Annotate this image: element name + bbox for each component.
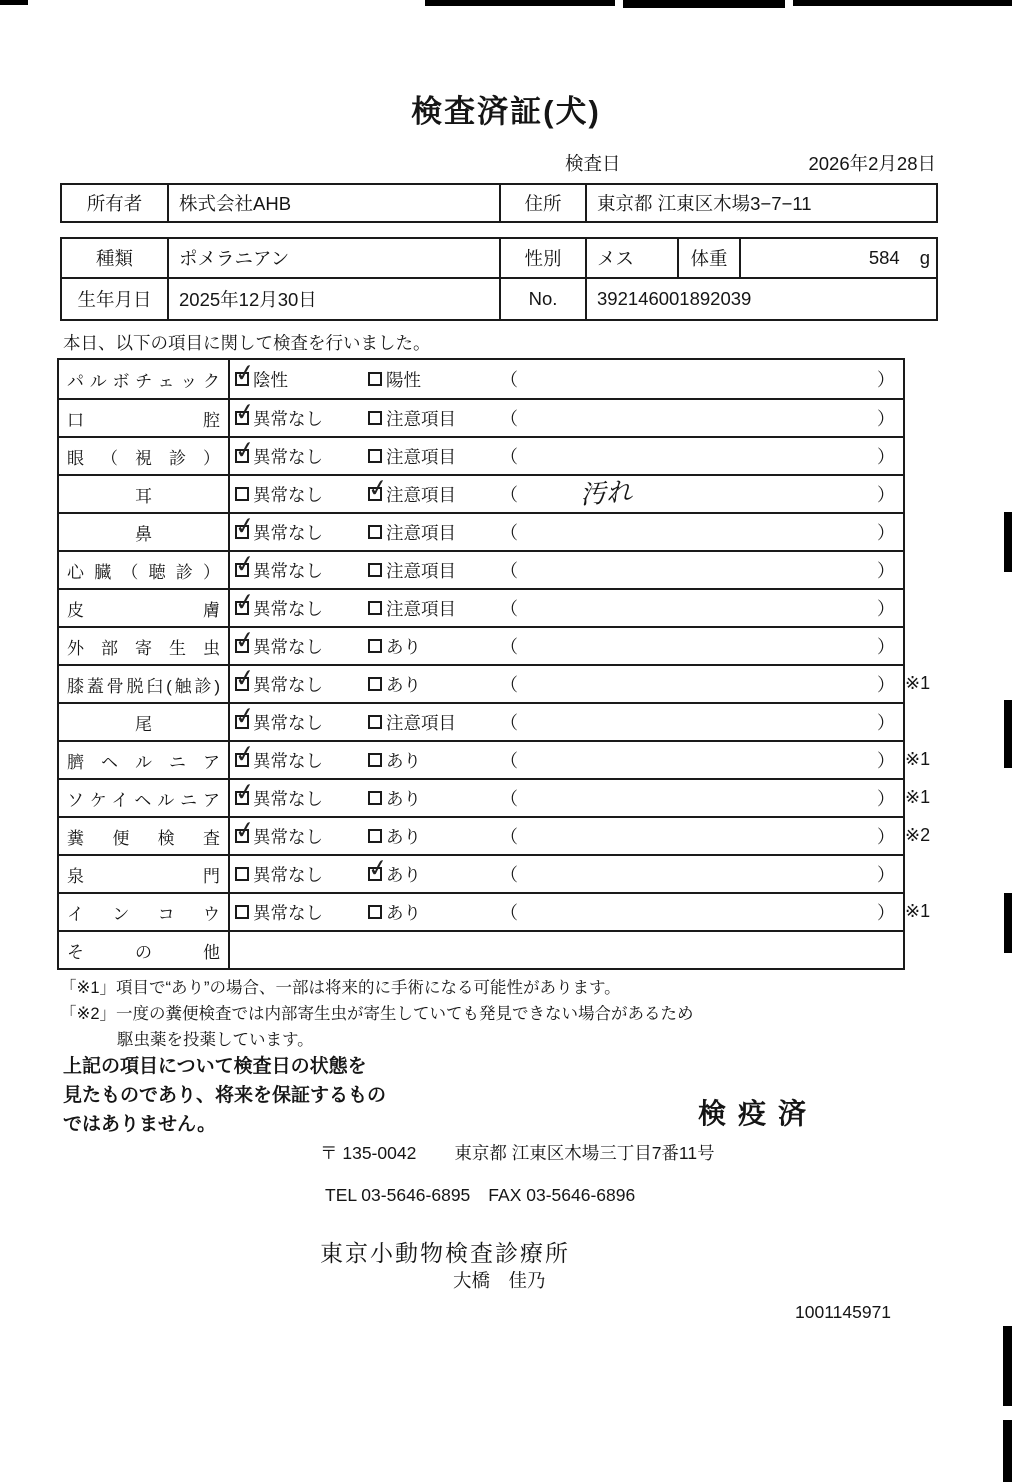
row-options (235, 558, 500, 583)
option (235, 824, 368, 849)
note-cell (500, 747, 903, 773)
option-label: 異常なし (253, 484, 323, 505)
weight-value: 584 (868, 247, 900, 268)
clinic-tel: TEL 03-5646-6895 (325, 1185, 471, 1205)
inspection-item-label: 心臓（聴診） (67, 562, 220, 582)
scan-artifact (1004, 512, 1012, 572)
row-options (235, 786, 500, 811)
pet-table (60, 237, 938, 321)
clinic-address-line (320, 1140, 715, 1165)
inspection-item-label: 泉門 (67, 866, 220, 886)
paren-close-icon: ） (877, 751, 895, 771)
paren-close-icon: ） (877, 637, 895, 657)
note-cell (500, 633, 903, 659)
checkbox-checked[interactable] (235, 601, 249, 615)
inspection-result-cell (230, 476, 903, 512)
quarantine-stamp: 検疫済 (698, 1098, 819, 1129)
inspection-item-cell (59, 780, 230, 816)
row-options (235, 406, 500, 431)
inspection-result-cell (230, 360, 903, 398)
note-cell (500, 405, 903, 431)
option-label: あり (386, 864, 421, 885)
scan-artifact (623, 0, 785, 8)
paren-open-icon: （ (500, 599, 518, 619)
inspection-item-label: ソケイヘルニア (67, 790, 220, 810)
inspection-row (59, 892, 931, 930)
option (368, 634, 500, 659)
inspection-date-row (60, 150, 938, 176)
checkbox-checked[interactable] (235, 791, 249, 805)
inspection-item-cell (59, 590, 230, 626)
inspection-item-cell (59, 360, 230, 398)
inspection-date-value: 2026年2月28日 (808, 153, 936, 174)
disclaimer-line: 見たものであり、将来を保証するもの (63, 1085, 387, 1106)
option-label: 異常なし (253, 864, 323, 885)
option-label: 異常なし (253, 560, 323, 581)
option (235, 634, 368, 659)
option (235, 482, 368, 507)
paren-open-icon: （ (500, 485, 518, 505)
inspection-row (59, 816, 931, 854)
checkbox-unchecked[interactable] (368, 791, 382, 805)
pet-table-row-1 (62, 239, 936, 279)
inspection-item-cell (59, 742, 230, 778)
option-label: 注意項目 (386, 446, 456, 467)
handwritten-note: 汚れ (579, 477, 633, 511)
inspection-result-cell (230, 742, 903, 778)
veterinarian-name: 大橋 佳乃 (453, 1270, 546, 1291)
inspection-item-label: 膝蓋骨脱臼(触診) (67, 676, 220, 696)
option (235, 710, 368, 735)
inspection-row (59, 930, 903, 968)
checkbox-checked[interactable] (235, 829, 249, 843)
inspection-item-label: 臍ヘルニア (67, 752, 220, 772)
clinic-address: 東京都 江東区木場三丁目7番11号 (454, 1143, 715, 1163)
option-label: 陰性 (253, 369, 288, 390)
option-label: 異常なし (253, 598, 323, 619)
paren-close-icon: ） (877, 485, 895, 505)
option (368, 672, 500, 697)
option (235, 748, 368, 773)
inspection-row (59, 398, 903, 436)
inspection-item-cell (59, 552, 230, 588)
inspection-result-cell (230, 894, 903, 930)
checkbox-unchecked[interactable] (368, 829, 382, 843)
checkbox-unchecked[interactable] (368, 372, 382, 386)
inspection-item-cell (59, 818, 230, 854)
inspection-row (59, 474, 903, 512)
checkbox-checked[interactable] (235, 753, 249, 767)
note-cell (500, 557, 903, 583)
paren-open-icon: （ (500, 789, 518, 809)
inspection-row (59, 778, 931, 816)
option-label: あり (386, 636, 421, 657)
row-options (235, 482, 500, 507)
type-label: 種類 (95, 248, 133, 269)
row-options (235, 444, 500, 469)
option-label: あり (386, 674, 421, 695)
inspection-result-cell (230, 932, 903, 968)
disclaimer-line: ではありません。 (63, 1114, 217, 1135)
paren-open-icon: （ (500, 751, 518, 771)
type-value: ポメラニアン (167, 239, 499, 277)
checkbox-unchecked[interactable] (368, 715, 382, 729)
birth-label: 生年月日 (77, 289, 152, 310)
owner-value: 株式会社AHB (167, 185, 499, 221)
checkbox-checked[interactable] (235, 411, 249, 425)
note-cell (500, 671, 903, 697)
inspection-item-cell (59, 476, 230, 512)
footnote-mark: ※1 (905, 749, 931, 769)
inspection-row (59, 664, 931, 702)
inspection-row (59, 626, 903, 664)
checkbox-checked[interactable] (368, 487, 382, 501)
footnote-2-cont: 駆虫薬を投薬しています。 (117, 1031, 314, 1049)
address-label: 住所 (499, 185, 585, 221)
option-label: 注意項目 (386, 484, 456, 505)
inspection-item-cell (59, 666, 230, 702)
row-options (235, 710, 500, 735)
inspection-item-label: 口腔 (67, 410, 220, 430)
row-options (235, 520, 500, 545)
paren-open-icon: （ (500, 675, 518, 695)
checkbox-checked[interactable] (368, 867, 382, 881)
option-label: 注意項目 (386, 522, 456, 543)
option-label: あり (386, 750, 421, 771)
note-cell (500, 785, 903, 811)
checkbox-unchecked[interactable] (368, 449, 382, 463)
inspection-item-label: 外部寄生虫 (67, 638, 220, 658)
paren-close-icon: ） (877, 675, 895, 695)
option (235, 596, 368, 621)
birth-value: 2025年12月30日 (167, 279, 499, 319)
pet-table-row-2 (62, 279, 936, 319)
option (235, 786, 368, 811)
paren-close-icon: ） (877, 447, 895, 467)
option-label: あり (386, 826, 421, 847)
option (235, 444, 368, 469)
option-label: 異常なし (253, 788, 323, 809)
scan-artifact (793, 0, 1012, 6)
clinic-name: 東京小動物検査診療所 (320, 1240, 570, 1266)
option (368, 444, 500, 469)
inspection-row (59, 360, 903, 398)
paren-close-icon: ） (877, 789, 895, 809)
inspection-item-label: 糞便検査 (67, 828, 220, 848)
checkbox-checked[interactable] (235, 677, 249, 691)
inspection-table (57, 358, 931, 970)
option (235, 558, 368, 583)
inspection-item-cell (59, 514, 230, 550)
row-options (235, 634, 500, 659)
inspection-result-cell (230, 590, 903, 626)
inspection-result-cell (230, 780, 903, 816)
inspection-row (59, 740, 931, 778)
inspection-item-label: 鼻 (135, 524, 152, 544)
scan-artifact (0, 0, 28, 5)
checkbox-unchecked[interactable] (368, 411, 382, 425)
option (235, 672, 368, 697)
no-label: No. (499, 279, 585, 319)
paren-close-icon: ） (877, 903, 895, 923)
inspection-result-cell (230, 818, 903, 854)
note-cell (500, 519, 903, 545)
option (368, 558, 500, 583)
row-options (235, 672, 500, 697)
inspection-item-cell (59, 628, 230, 664)
option (235, 367, 368, 392)
checkbox-unchecked[interactable] (368, 753, 382, 767)
paren-open-icon: （ (500, 865, 518, 885)
inspection-result-cell (230, 514, 903, 550)
inspection-item-cell (59, 894, 230, 930)
footnote-mark: ※1 (905, 787, 931, 807)
paren-open-icon: （ (500, 827, 518, 847)
option-label: あり (386, 902, 421, 923)
checkbox-unchecked[interactable] (368, 905, 382, 919)
option (368, 367, 500, 392)
option-label: 注意項目 (386, 712, 456, 733)
option (368, 596, 500, 621)
option (368, 824, 500, 849)
inspection-row (59, 854, 903, 892)
option-label: 異常なし (253, 750, 323, 771)
owner-table (60, 183, 938, 223)
option-label: 異常なし (253, 712, 323, 733)
option-label: あり (386, 788, 421, 809)
option-label: 異常なし (253, 674, 323, 695)
option (235, 900, 368, 925)
paren-open-icon: （ (500, 903, 518, 923)
paren-close-icon: ） (877, 409, 895, 429)
option-label: 異常なし (253, 522, 323, 543)
row-options (235, 367, 500, 392)
footnote-1: 「※1」項目で“あり”の場合、一部は将来的に手術になる可能性があります。 (60, 979, 621, 997)
inspection-item-label: 尾 (135, 714, 152, 734)
row-options (235, 824, 500, 849)
scan-artifact (425, 0, 615, 6)
inspection-item-label: パルボチェック (67, 371, 220, 391)
inspection-result-cell (230, 856, 903, 892)
paren-open-icon: （ (500, 561, 518, 581)
paren-close-icon: ） (877, 599, 895, 619)
checkbox-unchecked[interactable] (368, 563, 382, 577)
option-label: 注意項目 (386, 560, 456, 581)
note-cell (500, 366, 903, 392)
option (368, 482, 500, 507)
paren-close-icon: ） (877, 523, 895, 543)
option (368, 406, 500, 431)
option-label: 陽性 (386, 369, 421, 390)
footnote-mark: ※1 (905, 673, 931, 693)
checkbox-checked[interactable] (235, 372, 249, 386)
checkbox-unchecked[interactable] (235, 487, 249, 501)
inspection-item-cell (59, 932, 230, 968)
inspection-item-label: 皮膚 (67, 600, 220, 620)
inspection-item-label: インコウ (67, 904, 220, 924)
option (368, 900, 500, 925)
checkbox-checked[interactable] (235, 715, 249, 729)
inspection-item-cell (59, 400, 230, 436)
checkbox-checked[interactable] (235, 525, 249, 539)
option (368, 748, 500, 773)
paren-close-icon: ） (877, 713, 895, 733)
inspection-row (59, 702, 903, 740)
scan-artifact (1003, 1326, 1012, 1406)
option (235, 862, 368, 887)
inspection-result-cell (230, 400, 903, 436)
option (368, 786, 500, 811)
option (368, 520, 500, 545)
option (235, 520, 368, 545)
inspection-item-cell (59, 856, 230, 892)
option-label: 異常なし (253, 636, 323, 657)
inspection-result-cell (230, 628, 903, 664)
sex-value: メス (585, 239, 677, 277)
checkbox-unchecked[interactable] (235, 867, 249, 881)
paren-close-icon: ） (877, 827, 895, 847)
disclaimer-line: 上記の項目について検査日の状態を (63, 1056, 367, 1077)
checkbox-unchecked[interactable] (368, 677, 382, 691)
option (368, 862, 500, 887)
row-options (235, 900, 500, 925)
sex-label: 性別 (499, 239, 585, 277)
inspection-item-label: その他 (67, 942, 220, 962)
owner-label: 所有者 (86, 193, 143, 214)
inspection-date-label: 検査日 (565, 153, 621, 174)
paren-open-icon: （ (500, 523, 518, 543)
option-label: 注意項目 (386, 408, 456, 429)
inspection-item-label: 眼（視診） (67, 448, 220, 468)
note-cell (500, 443, 903, 469)
row-options (235, 596, 500, 621)
serial-number: 1001145971 (795, 1302, 892, 1322)
footnote-2: 「※2」一度の糞便検査では内部寄生虫が寄生していても発見できない場合があるため (60, 1005, 694, 1023)
inspection-row (59, 550, 903, 588)
paren-open-icon: （ (500, 370, 518, 390)
clinic-fax: FAX 03-5646-6896 (488, 1185, 636, 1205)
checkbox-unchecked[interactable] (368, 601, 382, 615)
inspection-item-cell (59, 438, 230, 474)
scan-artifact (1003, 1420, 1012, 1482)
paren-close-icon: ） (877, 561, 895, 581)
checkbox-checked[interactable] (235, 639, 249, 653)
address-value: 東京都 江東区木場3−7−11 (585, 185, 940, 221)
inspection-row (59, 588, 903, 626)
note-cell (500, 595, 903, 621)
option-label: 注意項目 (386, 598, 456, 619)
note-cell (500, 861, 903, 887)
inspection-item-cell (59, 704, 230, 740)
inspection-row (59, 512, 903, 550)
weight-label: 体重 (677, 239, 739, 277)
option-label: 異常なし (253, 902, 323, 923)
paren-close-icon: ） (877, 370, 895, 390)
checkbox-unchecked[interactable] (368, 525, 382, 539)
option-label: 異常なし (253, 408, 323, 429)
row-options (235, 862, 500, 887)
paren-open-icon: （ (500, 637, 518, 657)
checkbox-unchecked[interactable] (368, 639, 382, 653)
option-label: 異常なし (253, 446, 323, 467)
clinic-phone-line (325, 1185, 635, 1206)
scan-artifact (1004, 893, 1012, 953)
inspection-row (59, 436, 903, 474)
inspection-result-cell (230, 438, 903, 474)
option (235, 406, 368, 431)
note-cell (500, 823, 903, 849)
note-cell (500, 709, 903, 735)
intro-text: 本日、以下の項目に関して検査を行いました。 (63, 333, 431, 353)
option (368, 710, 500, 735)
inspection-item-label: 耳 (135, 486, 152, 506)
checkbox-checked[interactable] (235, 449, 249, 463)
paren-open-icon: （ (500, 713, 518, 733)
footnote-mark: ※1 (905, 901, 931, 921)
paren-open-icon: （ (500, 447, 518, 467)
inspection-result-cell (230, 552, 903, 588)
note-cell (500, 477, 903, 511)
page-title: 検査済証(犬) (411, 94, 601, 129)
row-options (235, 748, 500, 773)
note-cell (500, 899, 903, 925)
option-label: 異常なし (253, 826, 323, 847)
paren-close-icon: ） (877, 865, 895, 885)
scan-artifact (1004, 700, 1012, 768)
disclaimer-text (63, 1052, 386, 1139)
weight-value-cell (739, 239, 940, 277)
weight-unit: g (919, 247, 930, 268)
inspection-result-cell (230, 704, 903, 740)
paren-open-icon: （ (500, 409, 518, 429)
no-value: 392146001892039 (585, 279, 940, 319)
postal-code: 〒 135-0042 (320, 1143, 417, 1163)
footnote-mark: ※2 (905, 825, 931, 845)
checkbox-unchecked[interactable] (235, 905, 249, 919)
inspection-result-cell (230, 666, 903, 702)
checkbox-checked[interactable] (235, 563, 249, 577)
